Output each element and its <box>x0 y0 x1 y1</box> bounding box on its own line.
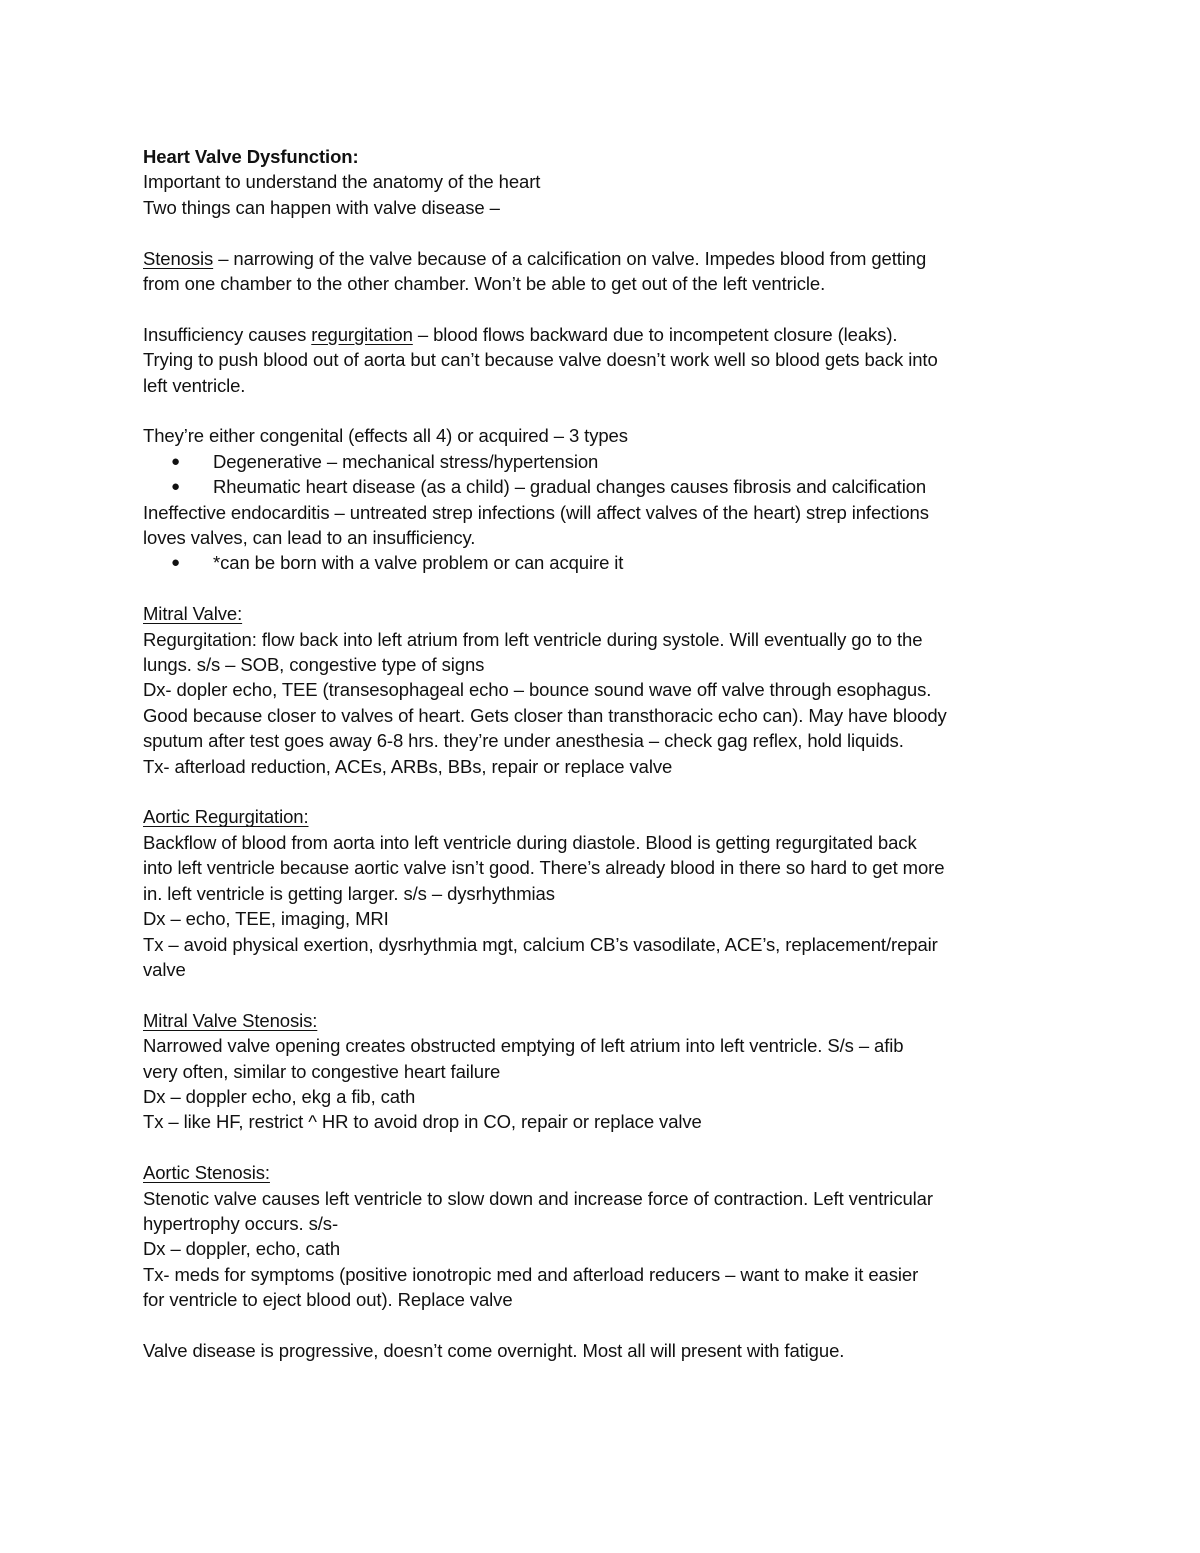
section-heading <box>143 1160 1073 1185</box>
section-line: very often, similar to congestive heart failure <box>143 1060 501 1082</box>
intro-line: Important to understand the anatomy of the heart <box>143 171 541 193</box>
list-item-text: Rheumatic heart disease (as a child) – gradual changes causes fibrosis and calcification <box>213 476 927 498</box>
insufficiency-prefix: Insufficiency causes <box>143 323 312 345</box>
regurgitation-term: regurgitation <box>311 323 413 345</box>
section-line: valve <box>143 958 186 980</box>
document-body <box>143 144 1073 1363</box>
section-line: Stenotic valve causes left ventricle to slow down and increase force of contraction. Left ventricular <box>143 1187 933 1209</box>
spacer <box>143 1313 1073 1338</box>
intro-line: Two things can happen with valve disease – <box>143 196 500 218</box>
aortic-regurgitation-heading: Aortic Regurgitation: <box>143 806 309 828</box>
section-line: lungs. s/s – SOB, congestive type of signs <box>143 654 485 676</box>
stenosis-paragraph-line: from one chamber to the other chamber. Won’t be able to get out of the left ventricle. <box>143 273 826 295</box>
section-line: Dx – doppler, echo, cath <box>143 1238 341 1260</box>
spacer <box>143 576 1073 601</box>
aortic-stenosis-heading: Aortic Stenosis: <box>143 1162 270 1184</box>
conclusion: Valve disease is progressive, doesn’t come overnight. Most all will present with fatigue. <box>143 1339 845 1361</box>
list-item <box>143 449 1073 474</box>
bullet-icon: ● <box>171 554 180 572</box>
spacer <box>143 398 1073 423</box>
insufficiency-definition: – blood flows backward due to incompetent closure (leaks). <box>412 323 898 345</box>
mitral-stenosis-heading: Mitral Valve Stenosis: <box>143 1009 318 1031</box>
stenosis-paragraph-line <box>143 246 1073 271</box>
section-heading <box>143 804 1073 829</box>
spacer <box>143 296 1073 321</box>
section-line: Dx – doppler echo, ekg a fib, cath <box>143 1085 416 1107</box>
list-item <box>143 474 1073 499</box>
section-line: Good because closer to valves of heart. Gets closer than transthoracic echo can). May have bloody <box>143 704 947 726</box>
insufficiency-paragraph-line: Trying to push blood out of aorta but can’t because valve doesn’t work well so blood gets back into <box>143 349 938 371</box>
types-lead: They’re either congenital (effects all 4) or acquired – 3 types <box>143 425 628 447</box>
section-line: Tx- afterload reduction, ACEs, ARBs, BBs, repair or replace valve <box>143 755 673 777</box>
document-title: Heart Valve Dysfunction: <box>143 146 359 167</box>
section-line: Tx – like HF, restrict ^ HR to avoid drop in CO, repair or replace valve <box>143 1111 702 1133</box>
bullet-icon: ● <box>171 478 180 496</box>
insufficiency-paragraph-line <box>143 322 1073 347</box>
section-line: in. left ventricle is getting larger. s/s – dysrhythmias <box>143 882 555 904</box>
stenosis-term: Stenosis <box>143 247 214 269</box>
section-line: sputum after test goes away 6-8 hrs. they’re under anesthesia – check gag reflex, hold liquids. <box>143 730 904 752</box>
list-item-text: *can be born with a valve problem or can acquire it <box>213 552 624 574</box>
section-heading <box>143 601 1073 626</box>
stenosis-definition: – narrowing of the valve because of a calcification on valve. Impedes blood from getting <box>213 247 927 269</box>
section-line: for ventricle to eject blood out). Replace valve <box>143 1289 513 1311</box>
section-line: into left ventricle because aortic valve isn’t good. There’s already blood in there so hard to get more <box>143 857 945 879</box>
spacer <box>143 779 1073 804</box>
spacer <box>143 220 1073 245</box>
list-item <box>143 550 1073 575</box>
section-line: Dx – echo, TEE, imaging, MRI <box>143 908 389 930</box>
types-line: Ineffective endocarditis – untreated strep infections (will affect valves of the heart) strep infections <box>143 501 929 523</box>
section-line: Narrowed valve opening creates obstructed emptying of left atrium into left ventricle. S/s – afib <box>143 1035 904 1057</box>
mitral-valve-heading: Mitral Valve: <box>143 603 243 625</box>
spacer <box>143 1135 1073 1160</box>
section-line: Backflow of blood from aorta into left ventricle during diastole. Blood is getting regurgitated back <box>143 831 917 853</box>
types-line: loves valves, can lead to an insufficiency. <box>143 527 476 549</box>
section-line: Tx – avoid physical exertion, dysrhythmia mgt, calcium CB’s vasodilate, ACE’s, replacement/repair <box>143 933 938 955</box>
section-line: Regurgitation: flow back into left atrium from left ventricle during systole. Will eventually go to the <box>143 628 923 650</box>
spacer <box>143 982 1073 1007</box>
section-line: hypertrophy occurs. s/s- <box>143 1212 339 1234</box>
section-line: Dx- dopler echo, TEE (transesophageal echo – bounce sound wave off valve through esophagus. <box>143 679 932 701</box>
section-line: Tx- meds for symptoms (positive ionotropic med and afterload reducers – want to make it easier <box>143 1263 919 1285</box>
bullet-icon: ● <box>171 452 180 470</box>
insufficiency-paragraph-line: left ventricle. <box>143 374 246 396</box>
list-item-text: Degenerative – mechanical stress/hypertension <box>213 450 599 472</box>
section-heading <box>143 1008 1073 1033</box>
